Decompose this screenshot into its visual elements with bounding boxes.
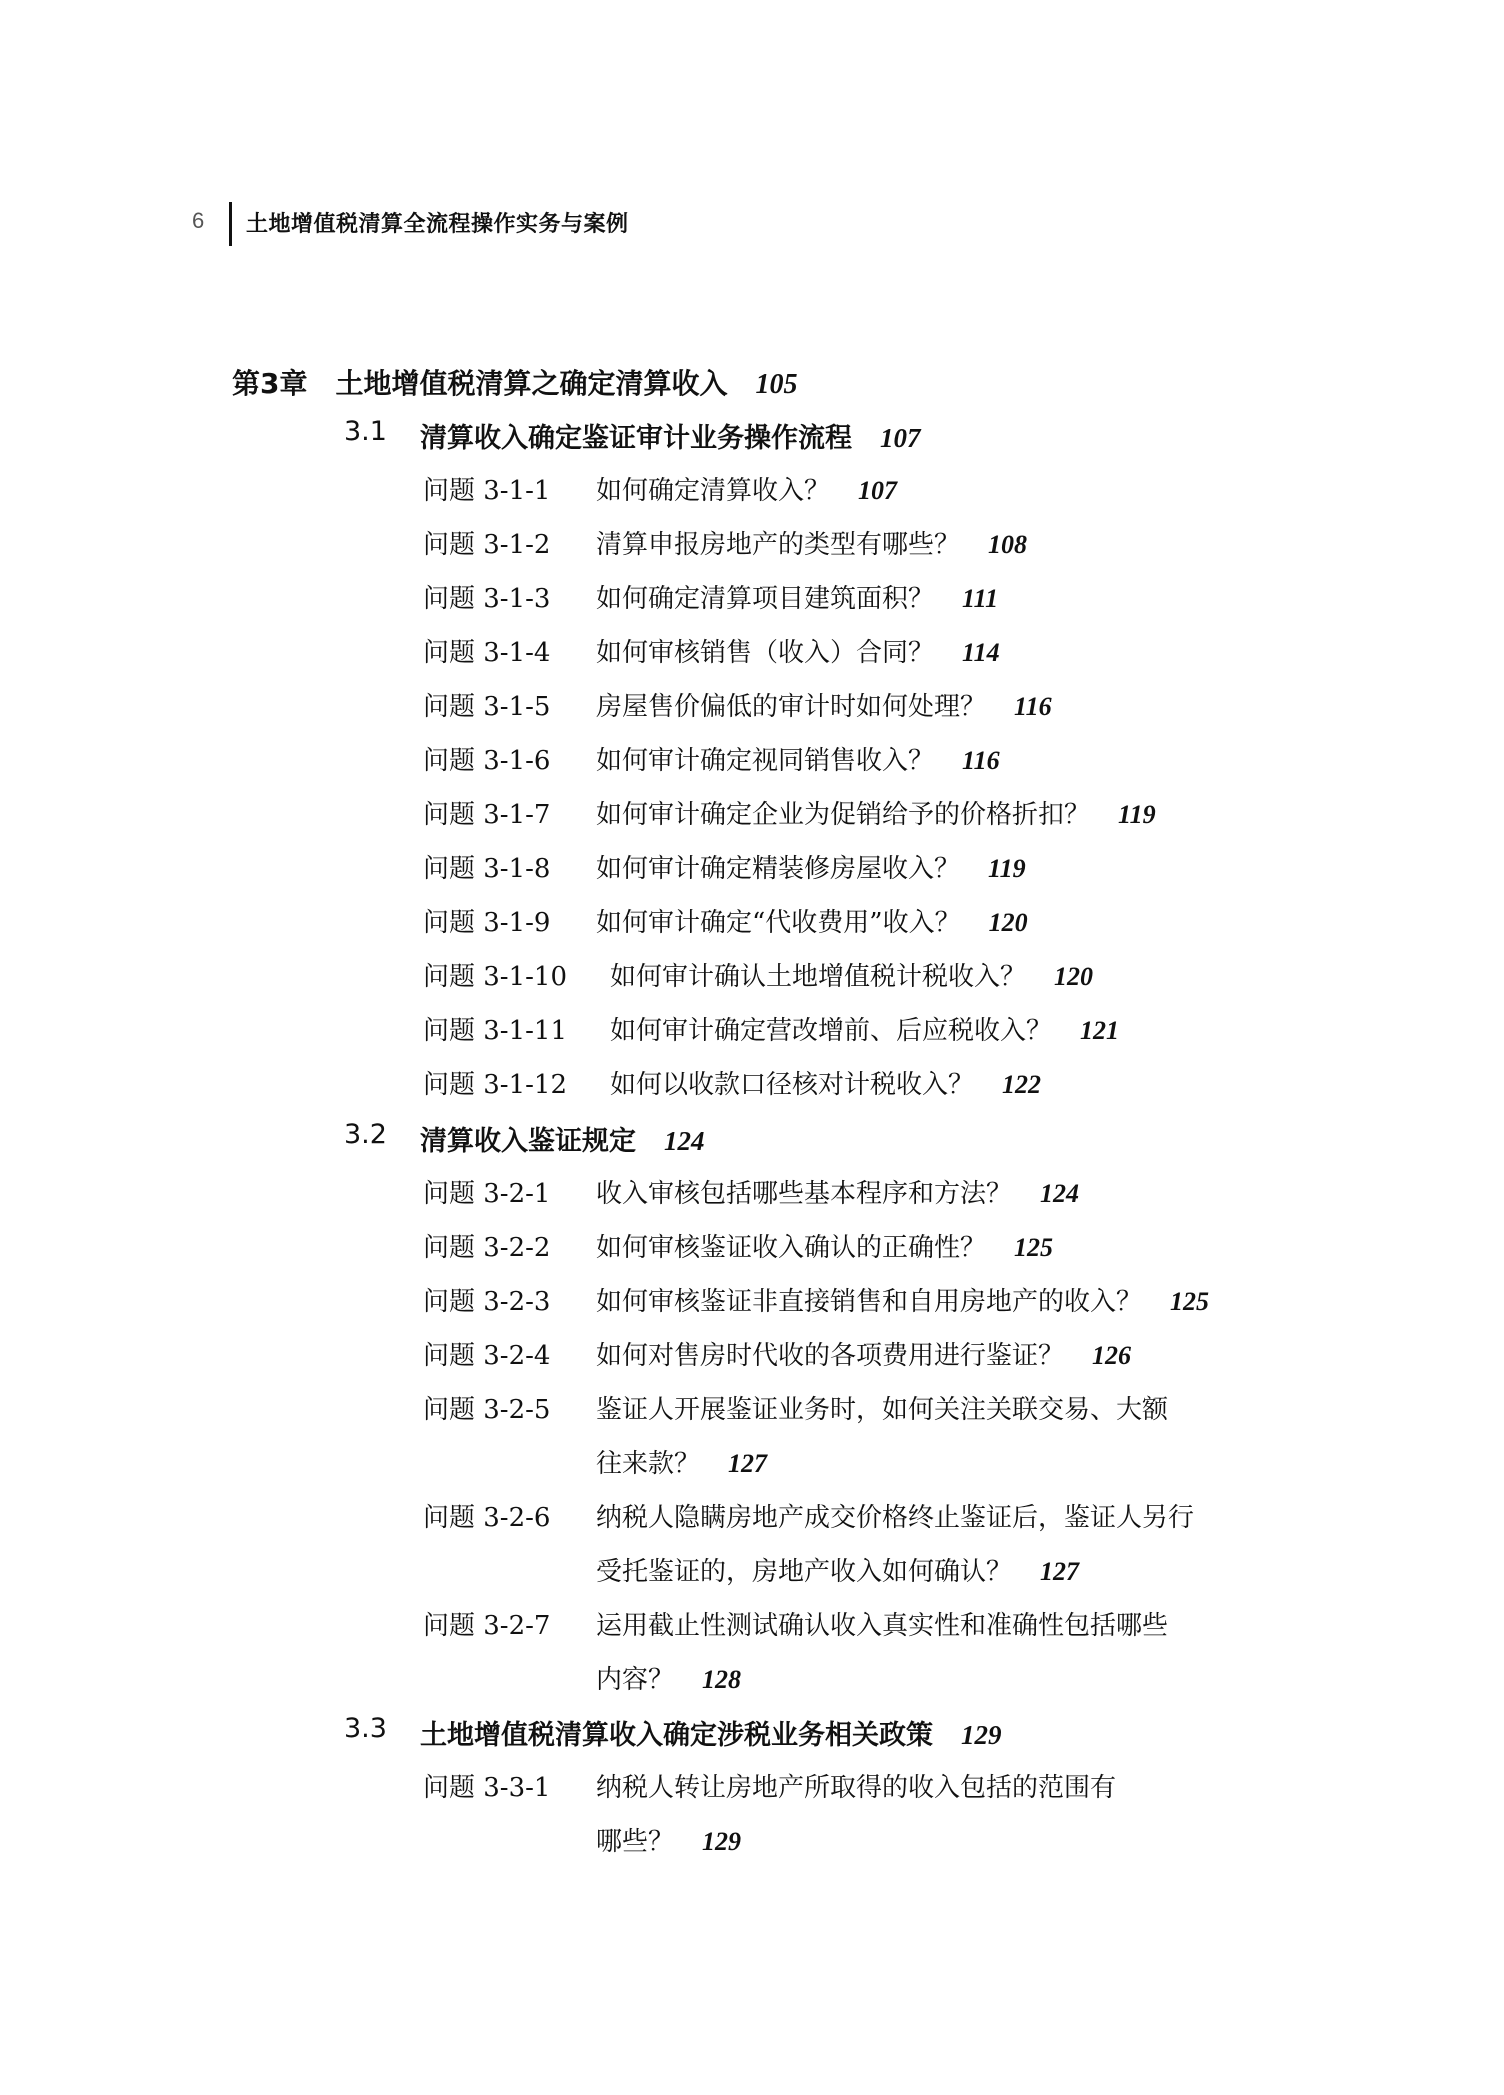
question-page: 107 (858, 476, 898, 505)
question-text: 如何审计确定营改增前、后应税收入？ (610, 1016, 1053, 1046)
question-label: 问题 3-1-7 (423, 800, 551, 830)
question-label: 问题 3-1-10 (423, 962, 568, 992)
question-text-line (596, 794, 1156, 831)
question-label: 问题 3-2-7 (423, 1611, 551, 1641)
question-label: 问题 3-1-2 (423, 530, 551, 560)
question-label: 问题 3-2-2 (423, 1233, 551, 1263)
question-label: 问题 3-2-5 (423, 1395, 551, 1425)
question-text: 如何审核销售（收入）合同？ (596, 638, 935, 668)
section-title-line (420, 416, 921, 455)
question-text-line (596, 1281, 1209, 1318)
question-text-line (610, 1010, 1119, 1047)
section-title-line (420, 1119, 705, 1158)
question-text: 运用截止性测试确认收入真实性和准确性包括哪些 (596, 1611, 1169, 1641)
question-text: 如何审计确定企业为促销给予的价格折扣？ (596, 800, 1091, 830)
question-page: 120 (988, 908, 1028, 937)
question-text: 如何确定清算项目建筑面积？ (596, 584, 935, 614)
question-text: 如何确定清算收入？ (596, 476, 831, 506)
question-page: 122 (1002, 1070, 1042, 1099)
question-text-line (596, 1227, 1053, 1264)
question-page: 124 (1040, 1179, 1080, 1208)
section-title: 清算收入确定鉴证审计业务操作流程 (420, 423, 852, 454)
question-page: 121 (1080, 1016, 1120, 1045)
question-text: 如何对售房时代收的各项费用进行鉴证？ (596, 1341, 1065, 1371)
question-text: 纳税人隐瞒房地产成交价格终止鉴证后，鉴证人另行 (596, 1503, 1195, 1533)
question-label: 问题 3-1-6 (423, 746, 551, 776)
question-page: 125 (1170, 1287, 1210, 1316)
question-text: 如何审核鉴证收入确认的正确性？ (596, 1233, 987, 1263)
section-page: 107 (880, 423, 921, 453)
question-page: 129 (702, 1827, 742, 1856)
section-number: 3.1 (344, 416, 387, 447)
question-page: 127 (1040, 1557, 1080, 1586)
question-text-line (596, 1551, 1079, 1588)
question-label: 问题 3-1-1 (423, 476, 551, 506)
question-label: 问题 3-1-5 (423, 692, 551, 722)
question-text: 往来款？ (596, 1449, 701, 1479)
header-divider (229, 202, 232, 246)
question-label: 问题 3-2-6 (423, 1503, 551, 1533)
question-text: 如何审核鉴证非直接销售和自用房地产的收入？ (596, 1287, 1143, 1317)
question-label: 问题 3-1-8 (423, 854, 551, 884)
chapter-title: 土地增值税清算之确定清算收入 (335, 367, 728, 400)
question-text-line (596, 686, 1052, 723)
question-text-line (596, 1173, 1079, 1210)
question-page: 120 (1054, 962, 1094, 991)
question-page: 116 (1014, 692, 1052, 721)
question-text: 如何以收款口径核对计税收入？ (610, 1070, 975, 1100)
question-page: 108 (988, 530, 1028, 559)
question-label: 问题 3-2-3 (423, 1287, 551, 1317)
question-label: 问题 3-1-9 (423, 908, 551, 938)
question-page: 128 (702, 1665, 742, 1694)
question-text: 房屋售价偏低的审计时如何处理？ (596, 692, 987, 722)
question-label: 问题 3-3-1 (423, 1773, 551, 1803)
question-text-line (596, 902, 1028, 939)
question-text: 收入审核包括哪些基本程序和方法？ (596, 1179, 1013, 1209)
question-text: 如何审计确定精装修房屋收入？ (596, 854, 961, 884)
section-title: 土地增值税清算收入确定涉税业务相关政策 (420, 1720, 933, 1751)
question-text: 如何审计确认土地增值税计税收入？ (610, 962, 1027, 992)
question-text: 鉴证人开展鉴证业务时，如何关注关联交易、大额 (596, 1395, 1169, 1425)
chapter-page: 105 (755, 369, 798, 400)
chapter-label: 第3章 (232, 367, 308, 400)
section-number: 3.2 (344, 1119, 387, 1150)
question-text-line (596, 470, 897, 507)
question-text: 如何审计确定视同销售收入？ (596, 746, 935, 776)
section-number: 3.3 (344, 1713, 387, 1744)
question-text-line (610, 956, 1093, 993)
question-page: 125 (1014, 1233, 1054, 1262)
question-text-line (596, 1821, 741, 1858)
question-text: 内容？ (596, 1665, 675, 1695)
section-title-line (420, 1713, 1002, 1752)
question-text-line (596, 1443, 767, 1480)
question-label: 问题 3-2-1 (423, 1179, 551, 1209)
question-page: 126 (1092, 1341, 1132, 1370)
question-page: 119 (988, 854, 1026, 883)
section-title: 清算收入鉴证规定 (420, 1126, 636, 1157)
question-text-line (610, 1064, 1041, 1101)
section-page: 124 (664, 1126, 705, 1156)
page-number: 6 (192, 208, 205, 233)
question-text: 清算申报房地产的类型有哪些？ (596, 530, 961, 560)
question-page: 116 (962, 746, 1000, 775)
question-text-line (596, 524, 1027, 561)
question-text-line (596, 632, 1000, 669)
question-page: 119 (1118, 800, 1156, 829)
question-text-line (596, 1335, 1131, 1372)
question-text: 如何审计确定“代收费用”收入？ (596, 908, 961, 938)
question-text: 哪些？ (596, 1827, 675, 1857)
section-page: 129 (961, 1720, 1002, 1750)
question-label: 问题 3-2-4 (423, 1341, 551, 1371)
question-label: 问题 3-1-11 (423, 1016, 568, 1046)
question-text-line (596, 578, 998, 615)
question-label: 问题 3-1-3 (423, 584, 551, 614)
question-text: 纳税人转让房地产所取得的收入包括的范围有 (596, 1773, 1117, 1803)
question-text-line (596, 848, 1026, 885)
chapter-heading (232, 362, 798, 402)
question-page: 114 (962, 638, 1000, 667)
question-text-line (596, 740, 1000, 777)
question-label: 问题 3-1-4 (423, 638, 551, 668)
question-label: 问题 3-1-12 (423, 1070, 568, 1100)
question-text-line (596, 1659, 741, 1696)
question-page: 127 (728, 1449, 768, 1478)
question-page: 111 (962, 584, 999, 613)
book-title: 土地增值税清算全流程操作实务与案例 (246, 212, 629, 237)
running-head (0, 202, 1504, 246)
question-text: 受托鉴证的，房地产收入如何确认？ (596, 1557, 1013, 1587)
